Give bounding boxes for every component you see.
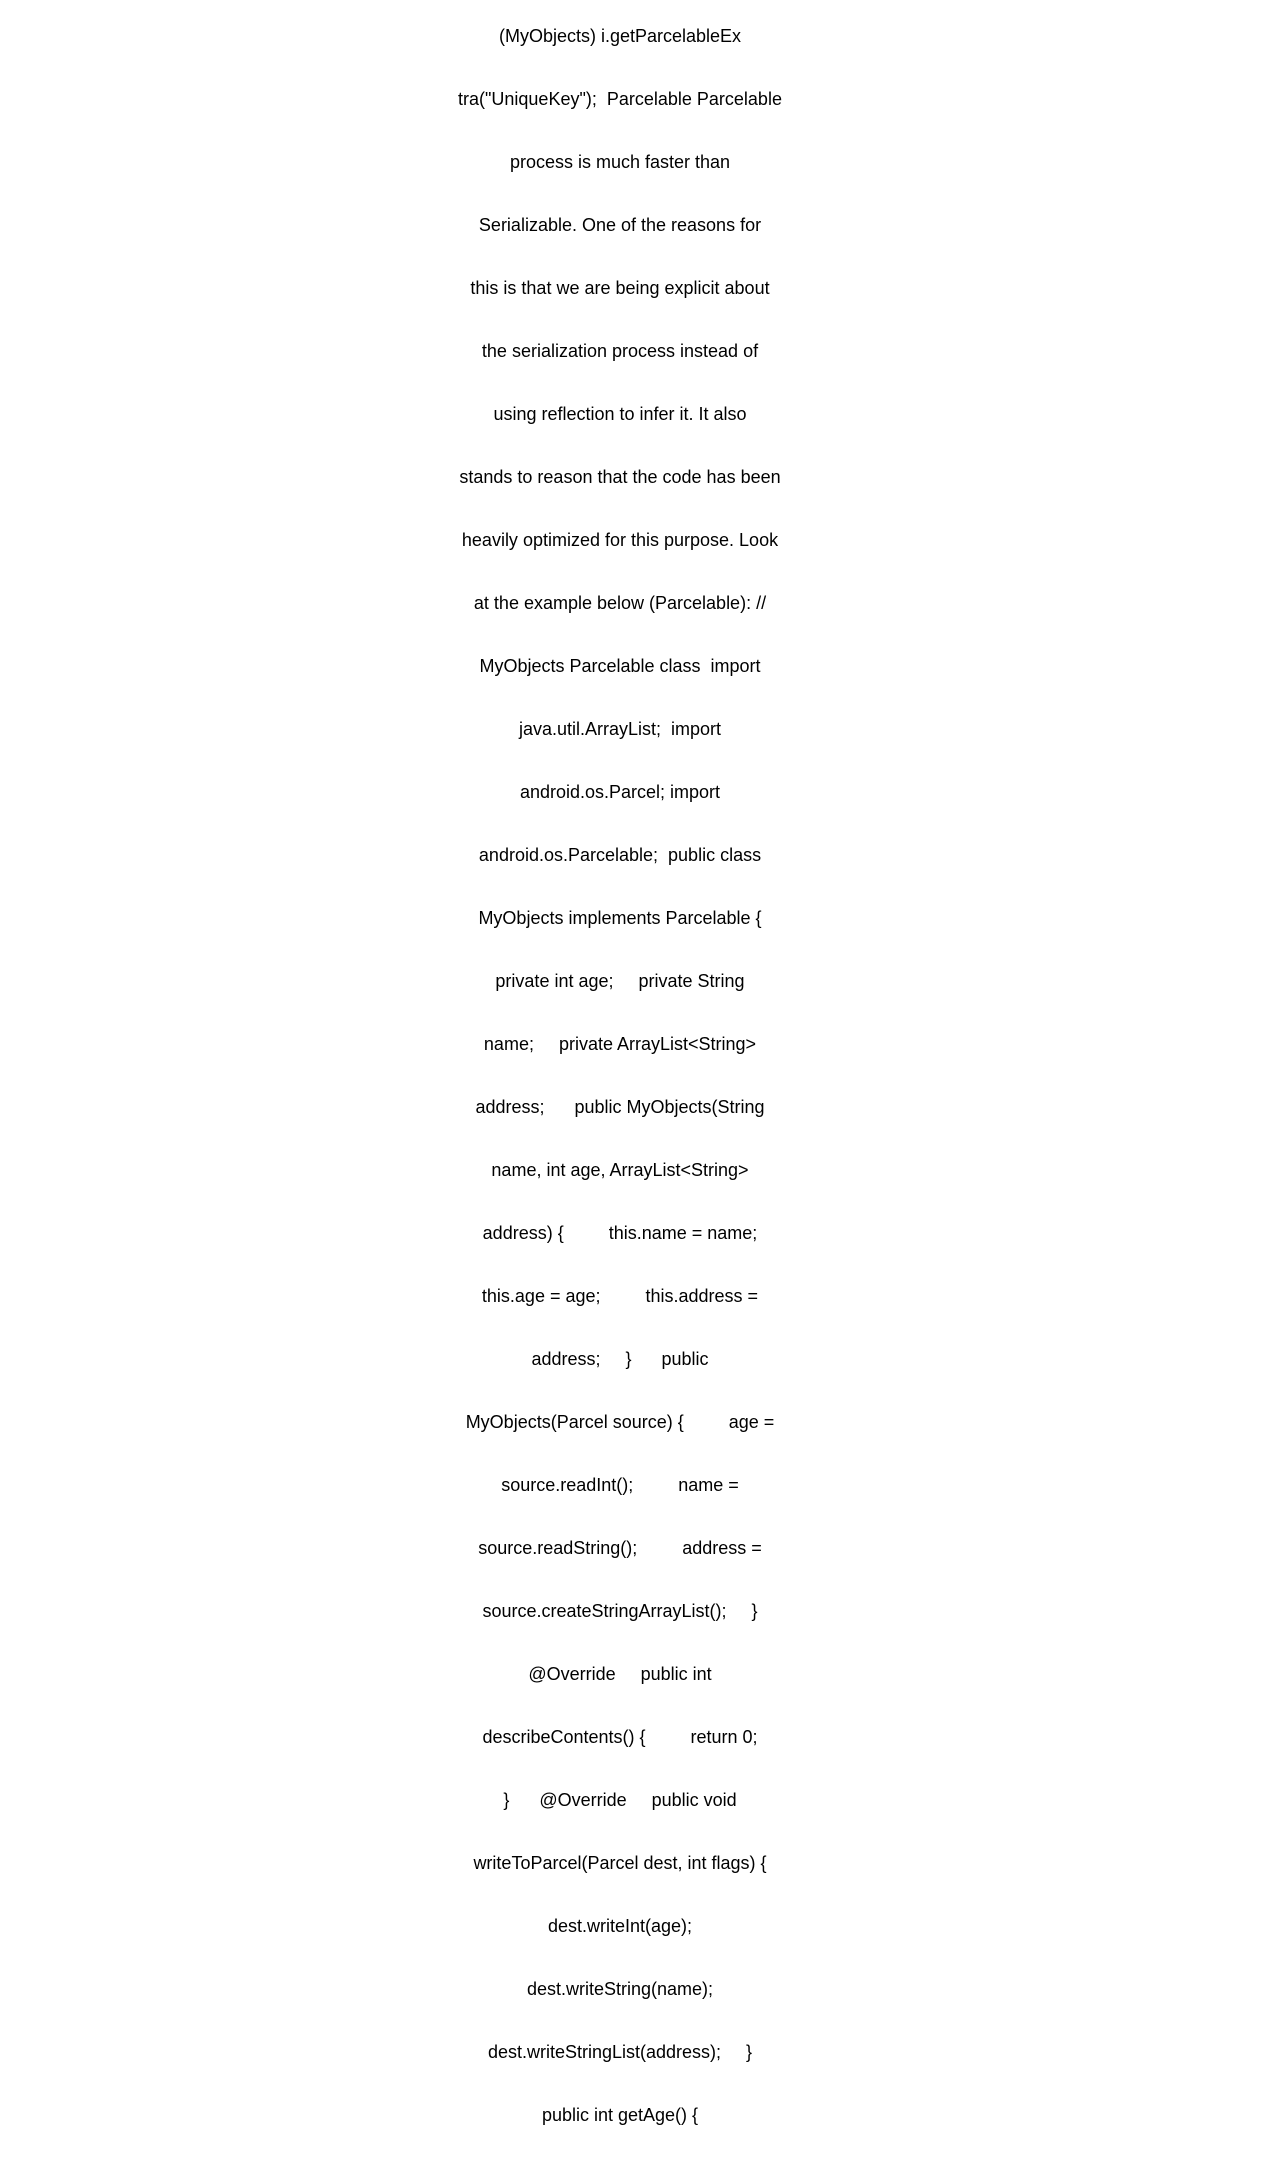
text-line: this is that we are being explicit about: [470, 278, 770, 298]
text-line: writeToParcel(Parcel dest, int flags) {: [473, 1853, 767, 1873]
text-line: dest.writeString(name);: [526, 1979, 714, 1999]
text-line: dest.writeInt(age);: [547, 1916, 693, 1936]
text-line: address; public MyObjects(String: [475, 1097, 765, 1117]
text-line: the serialization process instead of: [481, 341, 759, 361]
text-line: address; } public: [531, 1349, 709, 1369]
text-line: MyObjects Parcelable class import: [479, 656, 761, 676]
text-line: name; private ArrayList<String>: [483, 1034, 757, 1054]
document-text: [455, 0, 785, 2168]
text-line: } @Override public void: [503, 1790, 737, 1810]
text-line: source.readString(); address =: [478, 1538, 762, 1558]
text-line: MyObjects implements Parcelable {: [478, 908, 762, 928]
text-line: Serializable. One of the reasons for: [478, 215, 762, 235]
text-line: private int age; private String: [495, 971, 745, 991]
text-line: describeContents() { return 0;: [482, 1727, 758, 1747]
text-line: name, int age, ArrayList<String>: [491, 1160, 749, 1180]
text-line: process is much faster than: [509, 152, 731, 172]
text-line: stands to reason that the code has been: [459, 467, 781, 487]
text-line: this.age = age; this.address =: [481, 1286, 759, 1306]
text-line: java.util.ArrayList; import: [518, 719, 722, 739]
text-line: source.createStringArrayList(); }: [482, 1601, 758, 1621]
text-line: heavily optimized for this purpose. Look: [461, 530, 779, 550]
text-line: android.os.Parcel; import: [519, 782, 721, 802]
text-line: dest.writeStringList(address); }: [487, 2042, 753, 2062]
text-line: at the example below (Parcelable): //: [473, 593, 767, 613]
text-line: address) { this.name = name;: [482, 1223, 758, 1243]
text-line: MyObjects(Parcel source) { age =: [465, 1412, 775, 1432]
text-line: source.readInt(); name =: [501, 1475, 739, 1495]
text-line: @Override public int: [528, 1664, 712, 1684]
text-line: (MyObjects) i.getParcelableEx: [498, 26, 742, 46]
text-line: public int getAge() {: [541, 2105, 699, 2125]
text-line: android.os.Parcelable; public class: [478, 845, 762, 865]
text-line: using reflection to infer it. It also: [493, 404, 747, 424]
text-line: tra("UniqueKey"); Parcelable Parcelable: [458, 89, 782, 109]
